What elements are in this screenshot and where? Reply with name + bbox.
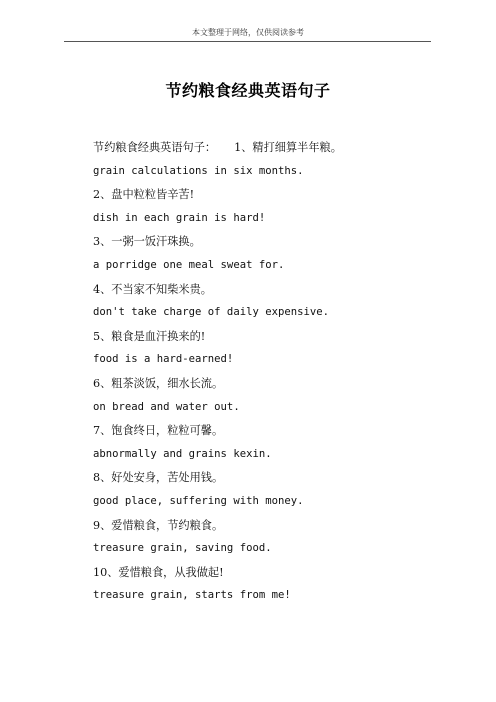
document-title: 节约粮食经典英语句子 [165, 81, 331, 100]
document-body [93, 136, 453, 608]
sentence-4-cn: 4、不当家不知柴米贵。 [93, 282, 212, 296]
sentence-1-en: grain calculations in six months. [93, 164, 304, 177]
sentence-3-en: a porridge one meal sweat for. [93, 258, 285, 271]
sentence-7-en: abnormally and grains kexin. [93, 447, 272, 460]
sentence-9-en: treasure grain, saving food. [93, 542, 272, 555]
intro-label: 节约粮食经典英语句子： [93, 141, 217, 154]
sentence-1-cn: 1、精打细算半年粮。 [234, 141, 342, 154]
sentence-6-cn: 6、粗茶淡饭，细水长流。 [93, 376, 224, 390]
sentence-4-en: don't take charge of daily expensive. [93, 306, 329, 319]
sentence-9-cn: 9、爱惜粮食，节约粮食。 [93, 518, 224, 532]
sentence-2-cn: 2、盘中粒粒皆辛苦! [93, 188, 195, 202]
sentence-7-cn: 7、饱食终日，粒粒可馨。 [93, 424, 224, 438]
sentence-2-en: dish in each grain is hard! [93, 211, 266, 224]
sentence-8-cn: 8、好处安身，苦处用钱。 [93, 471, 224, 485]
sentence-10-cn: 10、爱惜粮食，从我做起! [93, 565, 224, 579]
sentence-10-en: treasure grain, starts from me! [93, 589, 291, 602]
sentence-5-en: food is a hard-earned! [93, 353, 234, 366]
sentence-6-en: on bread and water out. [93, 400, 240, 413]
sentence-5-cn: 5、粮食是血汗换来的! [93, 329, 206, 343]
header-divider [64, 41, 431, 42]
header-note: 本文整理于网络，仅供阅读参考 [192, 28, 304, 37]
sentence-3-cn: 3、一粥一饭汗珠换。 [93, 235, 201, 249]
intro-line [93, 136, 453, 160]
sentence-8-en: good place, suffering with money. [93, 494, 304, 507]
